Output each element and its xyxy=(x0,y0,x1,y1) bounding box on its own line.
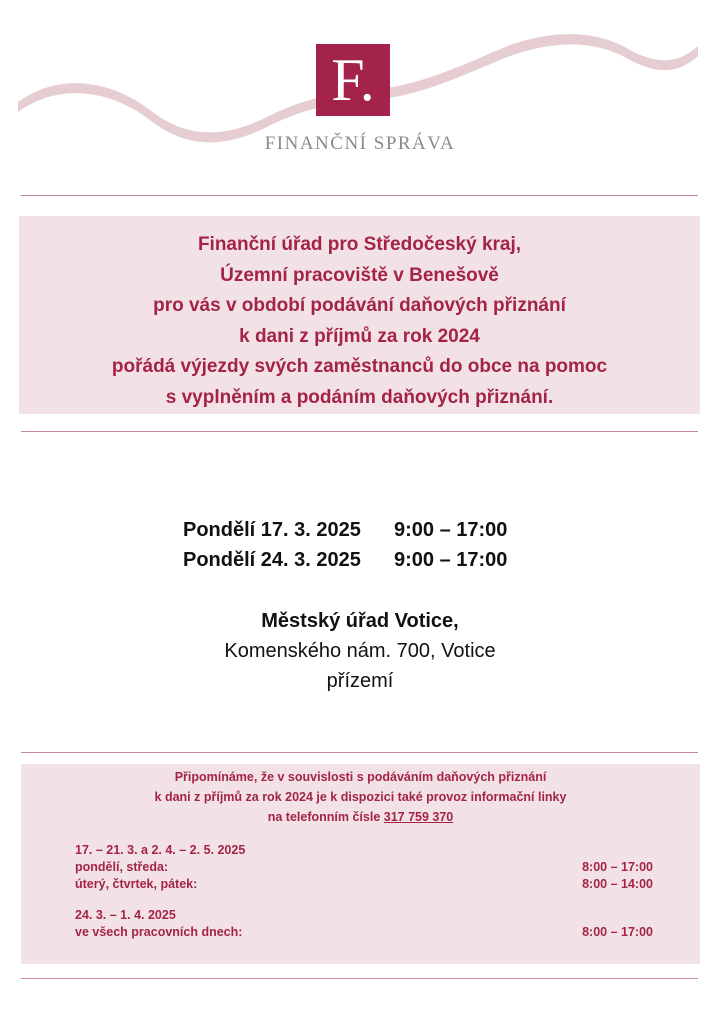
location-floor: přízemí xyxy=(326,670,394,692)
info-box xyxy=(21,764,700,964)
intro-line: s vyplněním a podáním daňových přiznání. xyxy=(165,386,554,408)
intro-box xyxy=(19,216,700,414)
divider-top xyxy=(21,195,698,196)
location-address: Komenského nám. 700, Votice xyxy=(224,640,496,662)
hours-days: úterý, čtvrtek, pátek: xyxy=(75,877,198,891)
intro-line: Územní pracoviště v Benešově xyxy=(220,264,499,286)
hours-time: 8:00 – 14:00 xyxy=(582,877,653,891)
intro-line: pro vás v období podávání daňových přiznání xyxy=(153,295,566,316)
intro-line: pořádá výjezdy svých zaměstnanců do obce na pomoc xyxy=(111,356,608,377)
intro-line: Finanční úřad pro Středočeský kraj, xyxy=(197,234,522,255)
schedule-day: Pondělí xyxy=(183,519,256,541)
intro-line: k dani z příjmů za rok 2024 xyxy=(239,325,480,347)
hours-time: 8:00 – 17:00 xyxy=(582,925,653,939)
schedule-day: Pondělí xyxy=(183,549,256,571)
divider-info xyxy=(21,752,698,753)
divider-bottom xyxy=(21,978,698,979)
info-line: k dani z příjmů za rok 2024 je k dispozici také provoz informační linky xyxy=(154,790,567,804)
info-text xyxy=(21,767,700,827)
hours-period-1 xyxy=(75,842,653,893)
schedule-time: 9:00 – 17:00 xyxy=(394,549,508,571)
info-line: Připomínáme, že v souvislosti s podáváním daňových přiznání xyxy=(174,770,547,784)
logo-letter: F. xyxy=(331,47,375,113)
hours-period-2 xyxy=(75,907,653,941)
period-range: 24. 3. – 1. 4. 2025 xyxy=(75,908,176,922)
schedule-date: 24. 3. 2025 xyxy=(260,549,361,571)
intro-text xyxy=(19,230,700,413)
phone-link[interactable]: 317 759 370 xyxy=(383,810,454,824)
schedule-date: 17. 3. 2025 xyxy=(260,519,361,541)
brand-name: FINANČNÍ SPRÁVA xyxy=(264,133,456,154)
hours-row xyxy=(75,876,653,893)
schedule-row xyxy=(183,545,507,575)
hours-row xyxy=(75,924,653,941)
hours-time: 8:00 – 17:00 xyxy=(582,860,653,874)
info-phone-label: na telefonním čísle xyxy=(267,810,381,824)
schedule-time: 9:00 – 17:00 xyxy=(394,519,508,541)
divider-intro xyxy=(21,431,698,432)
period-range: 17. – 21. 3. a 2. 4. – 2. 5. 2025 xyxy=(75,843,246,857)
hours-days: pondělí, středa: xyxy=(75,860,169,874)
hours-days: ve všech pracovních dnech: xyxy=(75,925,243,939)
location-name: Městský úřad Votice, xyxy=(261,610,459,632)
location xyxy=(0,606,720,696)
schedule xyxy=(183,515,507,575)
hours-row xyxy=(75,859,653,876)
schedule-row xyxy=(183,515,507,545)
info-line xyxy=(21,807,700,827)
logo-badge xyxy=(316,44,390,116)
